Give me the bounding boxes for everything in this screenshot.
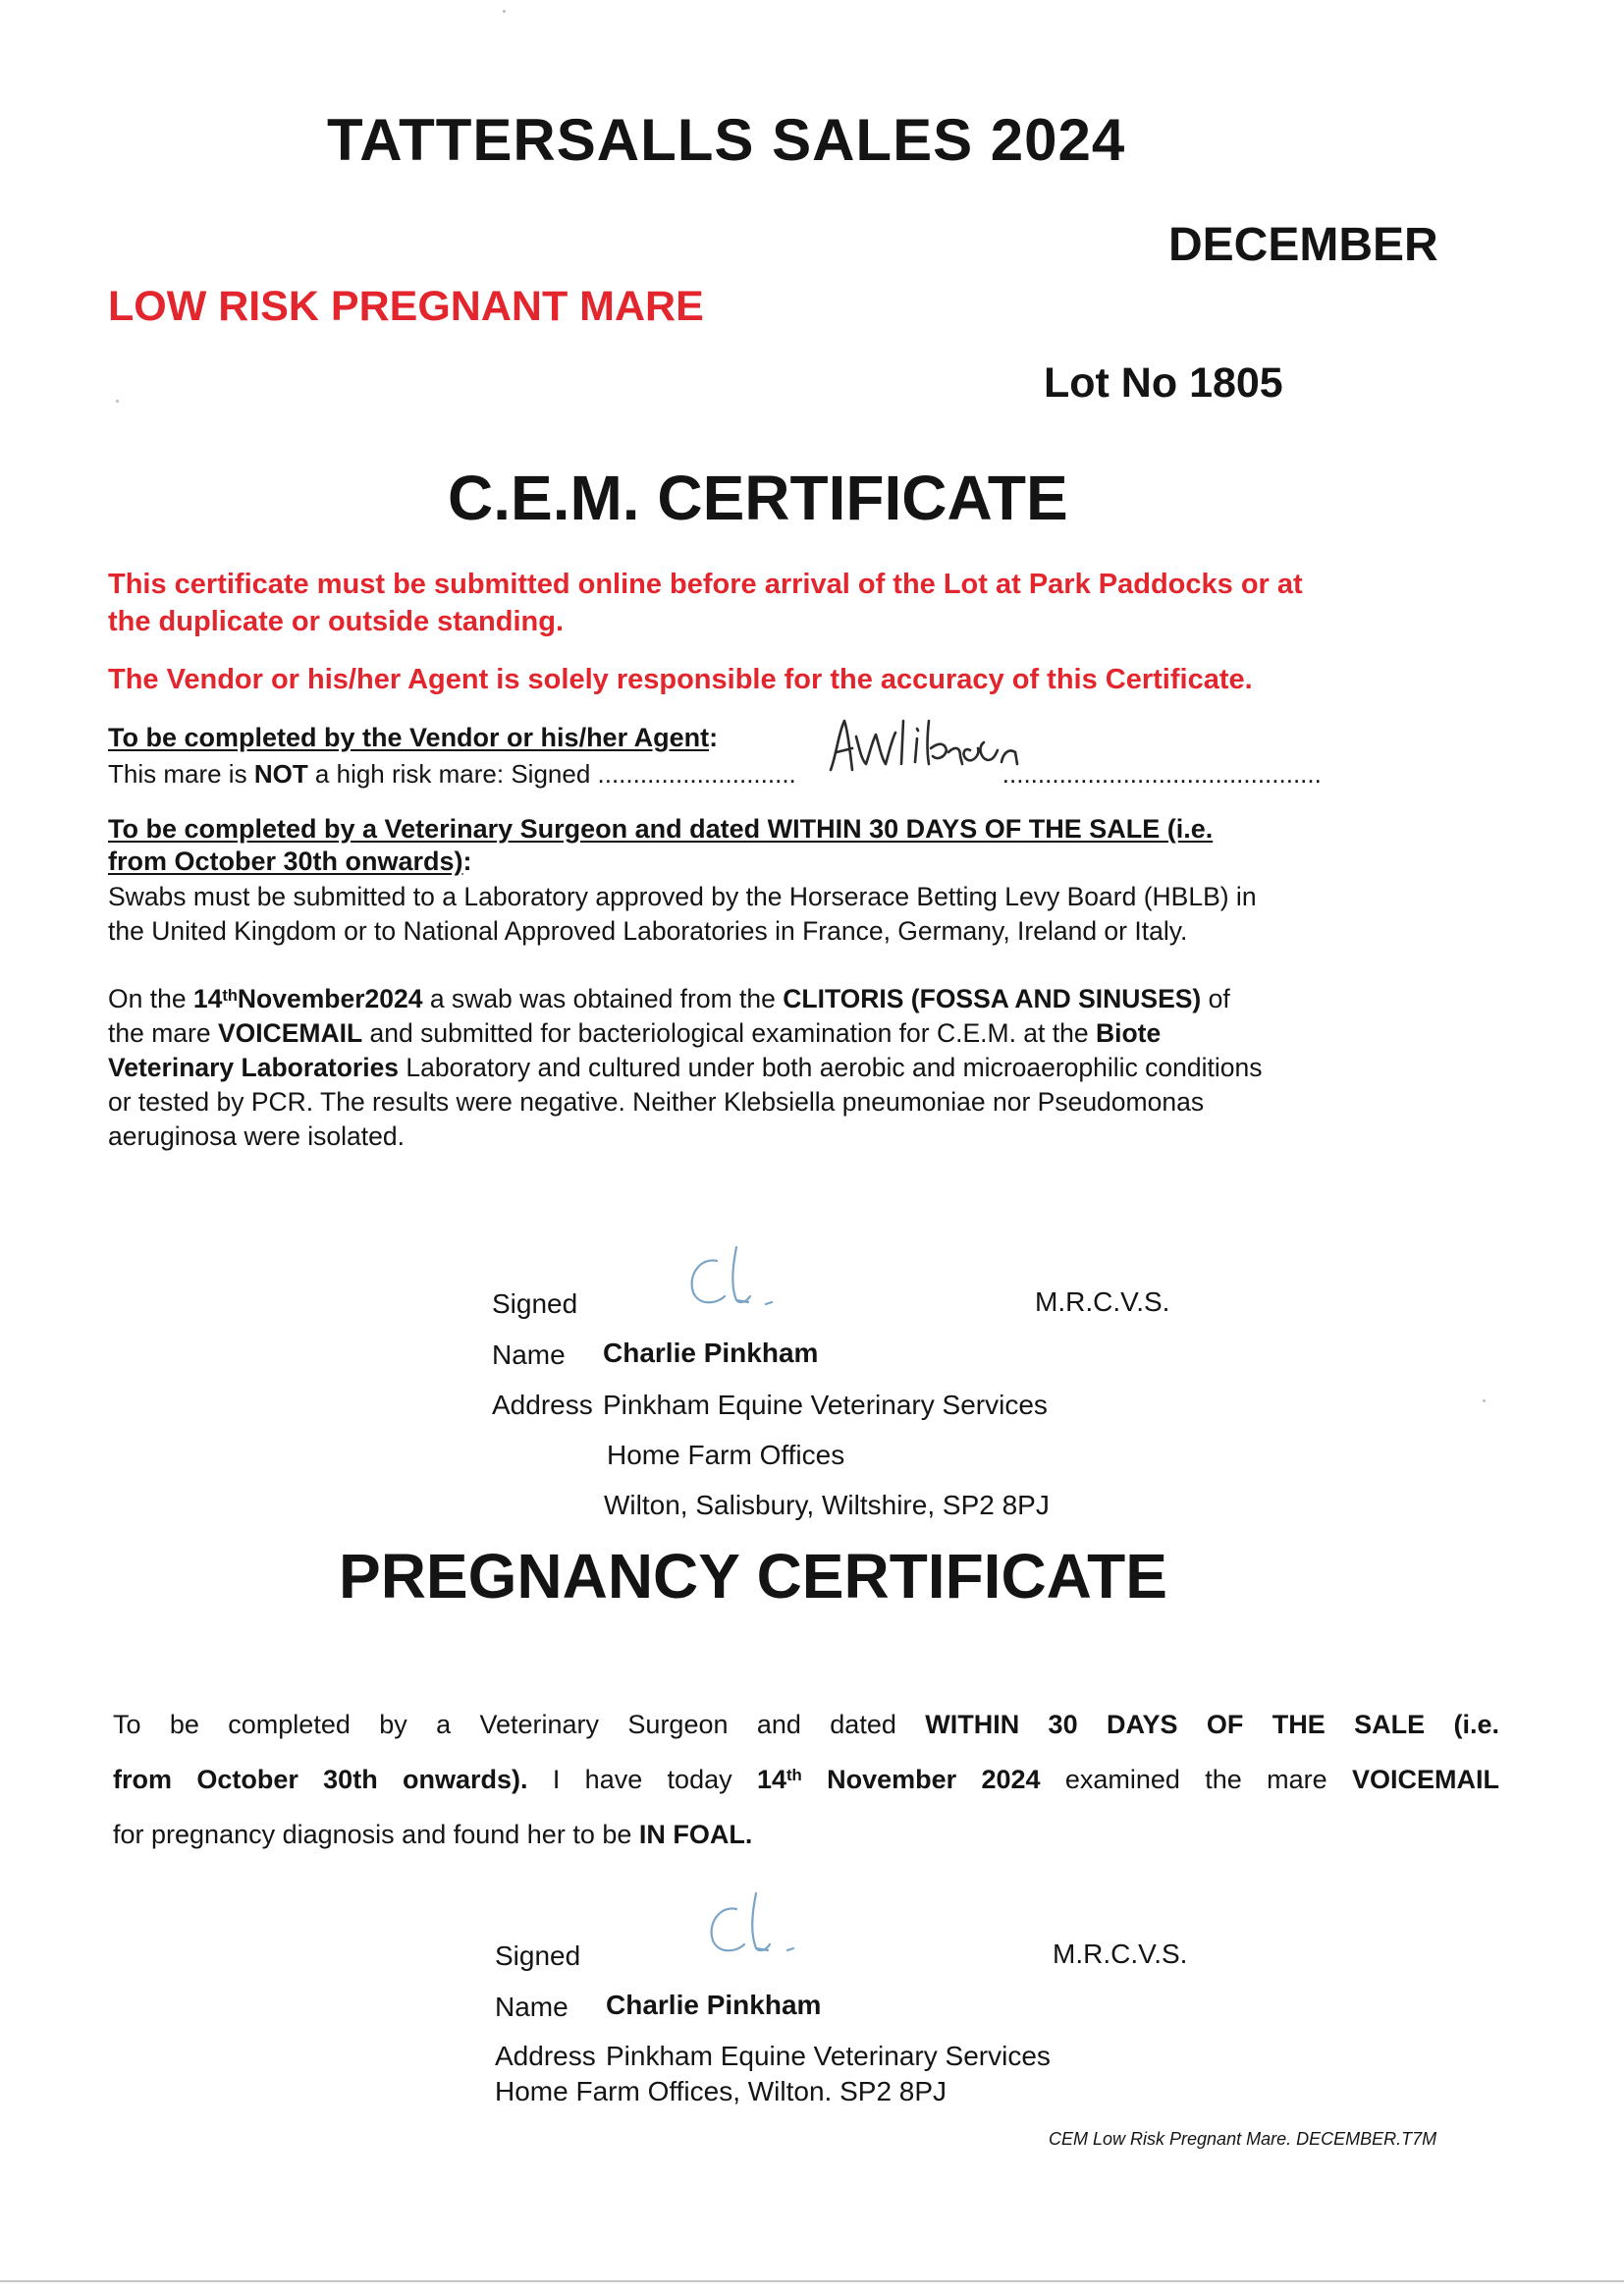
cem-address-line3: Wilton, Salisbury, Wiltshire, SP2 8PJ	[604, 1490, 1050, 1520]
preg-address-line2: Home Farm Offices, Wilton. SP2 8PJ	[495, 2076, 947, 2106]
preg-mrcvs: M.R.C.V.S.	[1053, 1939, 1188, 1969]
cem-vet-name: Charlie Pinkham	[603, 1338, 819, 1368]
pregnancy-certificate-title: PREGNANCY CERTIFICATE	[339, 1541, 1167, 1612]
preg-vet-name: Charlie Pinkham	[606, 1990, 822, 2020]
submission-notice-line1: This certificate must be submitted online before arrival of the Lot at Park Paddocks or at	[108, 569, 1303, 600]
preg-name-label: Name	[495, 1992, 568, 2022]
swab-requirements: Swabs must be submitted to a Laboratory approved by the Horserace Betting Levy Board (HBLB) in the United Kingdom or to National Approved Laboratories in France, Germany, Ireland or Italy.	[108, 882, 1257, 946]
scan-speck	[116, 400, 119, 403]
vet-section-heading: To be completed by a Veterinary Surgeon and dated WITHIN 30 DAYS OF THE SALE (i.e. from October 30th onwards):	[108, 814, 1214, 876]
cem-address-line1: Pinkham Equine Veterinary Services	[603, 1390, 1048, 1420]
lab-name-b: Veterinary Laboratories	[108, 1053, 400, 1082]
sale-month: DECEMBER	[1168, 219, 1438, 271]
preg-address-label: Address	[495, 2041, 596, 2071]
signature-dots-left: ............................	[597, 759, 796, 789]
vet-heading-line1: To be completed by a Veterinary Surgeon and dated WITHIN 30 DAYS OF THE SALE (i.e.	[108, 814, 1214, 844]
pregnancy-result: IN FOAL.	[638, 1820, 753, 1849]
cem-findings: On the 14thNovember2024 a swab was obtained from the CLITORIS (FOSSA AND SINUSES) of the mare VOICEMAIL and submitted for bacteriological examination for C.E.M. at the Biote Veterinary Laboratories Laboratory and cultured under both aerobic and microaerophilic conditions or tested by PCR. The results were negative. Neither Klebsiella pneumoniae nor Pseudomonas aeruginosa were isolated.	[108, 984, 1263, 1151]
vendor-section-heading: To be completed by the Vendor or his/her Agent:	[108, 723, 719, 752]
pregnancy-findings: To be completed by a Veterinary Surgeon and dated WITHIN 30 DAYS OF THE SALE (i.e. from October 30th onwards). I have today 14th November 2024 examined the mare VOICEMAIL for pregnancy diagnosis and found her to be IN FOAL.	[113, 1710, 1499, 1849]
scan-edge-line	[0, 2280, 1624, 2282]
lab-name-a: Biote	[1095, 1018, 1162, 1048]
swab-date: 14thNovember2024	[192, 984, 423, 1013]
lot-number: Lot No 1805	[1044, 359, 1283, 407]
preg-signed-label: Signed	[495, 1940, 581, 1971]
risk-category: LOW RISK PREGNANT MARE	[108, 283, 704, 330]
preg-mare-name: VOICEMAIL	[1351, 1765, 1499, 1794]
vendor-signature	[823, 713, 1049, 782]
not-emphasis: NOT	[253, 759, 308, 789]
form-reference: CEM Low Risk Pregnant Mare. DECEMBER.T7M	[1049, 2129, 1437, 2149]
cem-name-label: Name	[492, 1339, 566, 1370]
vendor-heading-text: To be completed by the Vendor or his/her Agent	[108, 723, 710, 752]
responsibility-notice: The Vendor or his/her Agent is solely responsible for the accuracy of this Certificate.	[108, 664, 1253, 695]
scan-speck	[1483, 1399, 1486, 1402]
scan-speck	[503, 10, 506, 13]
preg-address-line1: Pinkham Equine Veterinary Services	[606, 2041, 1051, 2071]
vet-heading-line2: from October 30th onwards)	[108, 847, 463, 876]
submission-notice-line2: the duplicate or outside standing.	[108, 606, 565, 637]
cem-address-label: Address	[492, 1390, 593, 1420]
cem-signed-label: Signed	[492, 1288, 578, 1319]
cem-address-line2: Home Farm Offices	[607, 1440, 845, 1470]
exam-date: 14th November 2024	[756, 1765, 1041, 1794]
cem-certificate-title: C.E.M. CERTIFICATE	[448, 463, 1068, 533]
submission-notice	[108, 566, 1303, 640]
preg-vet-signature	[697, 1885, 825, 1964]
cem-vet-signature	[677, 1239, 805, 1318]
cem-mrcvs: M.R.C.V.S.	[1035, 1286, 1170, 1317]
signature-dots-right: .............................................	[1001, 759, 1322, 789]
document-title: TATTERSALLS SALES 2024	[327, 107, 1126, 173]
vendor-declaration: This mare is NOT a high risk mare: Signed ............................ .............................................	[108, 759, 1322, 789]
mare-name: VOICEMAIL	[217, 1018, 363, 1048]
swab-site: CLITORIS (FOSSA AND SINUSES)	[783, 984, 1202, 1013]
